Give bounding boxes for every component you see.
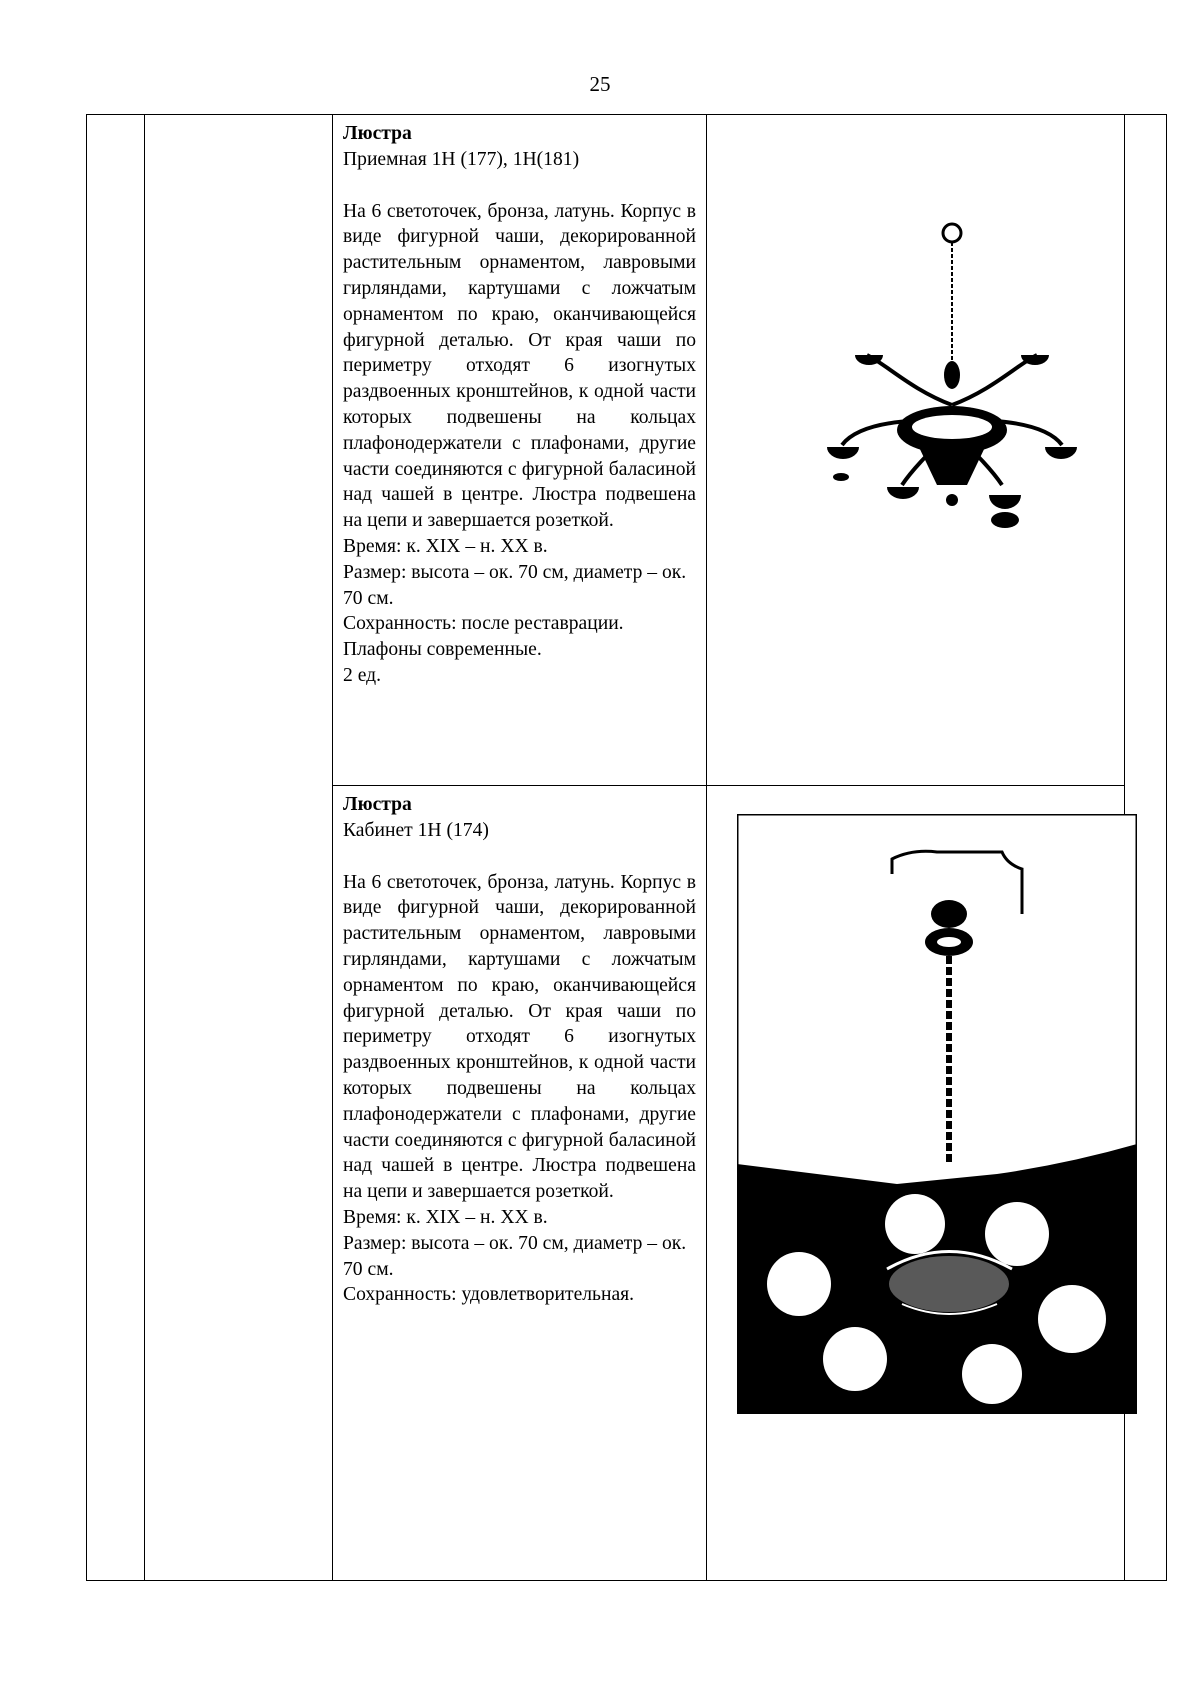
item-condition: Сохранность: после реставрации. xyxy=(343,613,624,635)
item-quantity: 2 ед. xyxy=(343,664,382,686)
item-condition: Сохранность: удовлетворительная. xyxy=(343,1284,635,1306)
item-note: Плафоны современные. xyxy=(343,639,542,661)
page-number: 25 xyxy=(589,72,611,96)
photo-cell xyxy=(707,115,1125,786)
item-size: Размер: высота – ок. 70 см, диаметр – ок. 70 см. xyxy=(343,561,687,609)
item-time: Время: к. XIX – н. XX в. xyxy=(343,1206,548,1228)
number-cell xyxy=(87,115,145,1581)
photo-cell xyxy=(707,786,1125,1581)
chandelier-photo-icon xyxy=(737,814,1137,1414)
item-title: Люстра xyxy=(343,794,412,815)
item-description: На 6 светоточек, бронза, латунь. Корпус в виде фигурной чаши, декорированной растительным орнаментом, лавровыми гирляндами, картушами с ложчатым орнаментом по краю, оканчивающейся фигурной деталью. От края чаши по периметру отходят 6 изогнутых раздвоенных кронштейнов, к одной части которых подвешены на кольцах плафонодержатели с плафонами, другие части соединяются с фигурной баласиной над чашей в центре. Люстра подвешена на цепи и завершается розеткой. xyxy=(343,200,696,532)
inventory-table xyxy=(86,114,1167,1581)
name-cell xyxy=(145,115,333,1581)
table-row xyxy=(87,115,1167,786)
item-time: Время: к. XIX – н. XX в. xyxy=(343,535,548,557)
item-description: На 6 светоточек, бронза, латунь. Корпус в виде фигурной чаши, декорированной растительным орнаментом, лавровыми гирляндами, картушами с ложчатым орнаментом по краю, оканчивающейся фигурной деталью. От края чаши по периметру отходят 6 изогнутых раздвоенных кронштейнов, к одной части которых подвешены на кольцах плафонодержатели с плафонами, другие части соединяются с фигурной баласиной над чашей в центре. Люстра подвешена на цепи и завершается розеткой. xyxy=(343,871,696,1203)
item-room: Кабинет 1Н (174) xyxy=(343,819,489,841)
item-size: Размер: высота – ок. 70 см, диаметр – ок. 70 см. xyxy=(343,1232,687,1280)
description-cell xyxy=(333,786,707,1581)
chandelier-photo-icon xyxy=(817,215,1087,555)
description-cell xyxy=(333,115,707,786)
item-title: Люстра xyxy=(343,123,412,144)
item-room: Приемная 1Н (177), 1Н(181) xyxy=(343,148,580,170)
